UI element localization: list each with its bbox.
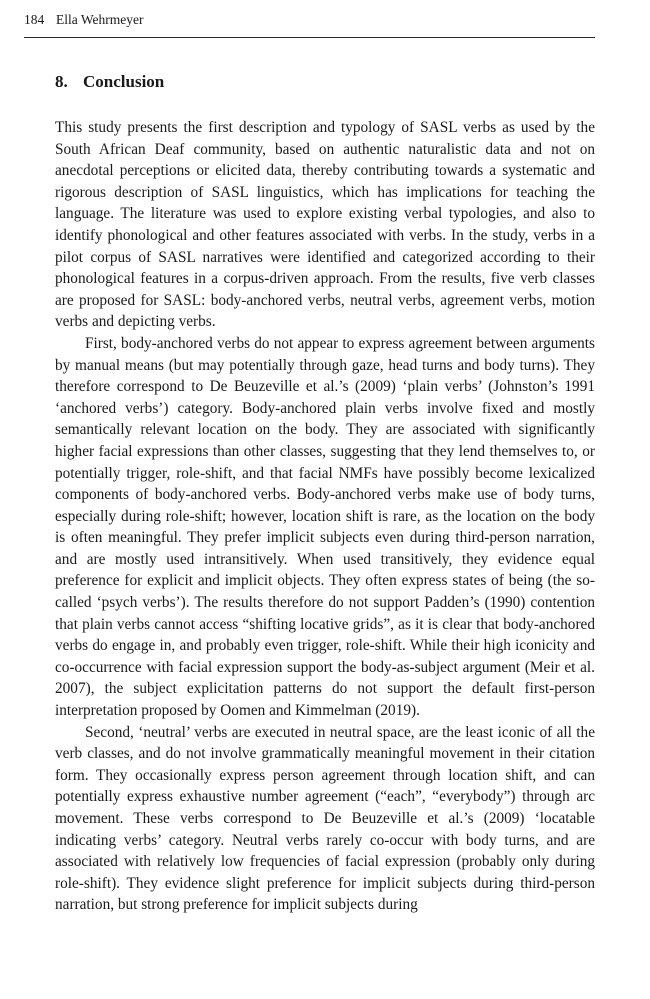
page-number: 184 [24,12,45,27]
paragraph: Second, ‘neutral’ verbs are executed in neutral space, are the least iconic of all the verb classes, and do not involve grammatically meaningful movement in their citation form. They occasionally express person agreement through location shift, and can potentially express exhaustive number agreement (“each”, “everybody”) through arc movement. These verbs correspond to De Beuzeville et al.’s (2009) ‘locatable indicating verbs’ category. Neutral verbs rarely co-occur with body turns, and are associated with relatively low frequencies of facial expression (probably only during role-shift). They evidence slight preference for implicit subjects during third-person narration, but strong preference for implicit subjects during [55,723,595,914]
section-number: 8. [55,72,68,91]
paragraph: This study presents the first description and typology of SASL verbs as used by the South African Deaf community, based on authentic naturalistic data and not on anecdotal perceptions or elicited data, thereby contributing towards a systematic and rigorous description of SASL linguistics, which has implications for teaching the language. The literature was used to explore existing verbal typologies, and also to identify phonological and other features associated with verbs. In the study, verbs in a pilot corpus of SASL narratives were identified and categorized according to their phonological features in a corpus-driven approach. From the results, five verb classes are proposed for SASL: body-anchored verbs, neutral verbs, agreement verbs, motion verbs and depicting verbs. [55,119,595,331]
section-heading [55,72,164,92]
paragraph: First, body-anchored verbs do not appear to express agreement between arguments by manual means (but may potentially through gaze, head turns and body turns). They therefore correspond to De Beuzeville et al.’s (2009) ‘plain verbs’ (Johnston’s 1991 ‘anchored verbs’) category. Body-anchored plain verbs involve fixed and mostly semantically relevant location on the body. They are associated with significantly higher facial expressions than other classes, suggesting that they lend themselves to, or potentially trigger, role-shift, and that facial NMFs have possibly become lexicalized components of body-anchored verbs. Body-anchored verbs make use of body turns, especially during role-shift; however, location shift is rare, as the location on the body is often meaningful. They prefer implicit subjects even during third-person narration, and are mostly used intransitively. When used transitively, they evidence equal preference for explicit and implicit objects. They often express states of being (the so-called ‘psych verbs’). The results therefore do not support Padden’s (1990) contention that plain verbs cannot access “shifting locative grids”, as it is clear that body-anchored verbs do engage in, and probably even trigger, role-shift. While their high iconicity and co-occurrence with facial expression support the body-as-subject argument (Meir et al. 2007), the subject explicitation patterns do not support the default first-person interpretation proposed by Oomen and Kimmelman (2019). [55,334,595,720]
running-head-author: Ella Wehrmeyer [56,12,144,27]
section-title: Conclusion [83,72,165,91]
body-text [55,117,595,916]
running-header [24,9,595,38]
